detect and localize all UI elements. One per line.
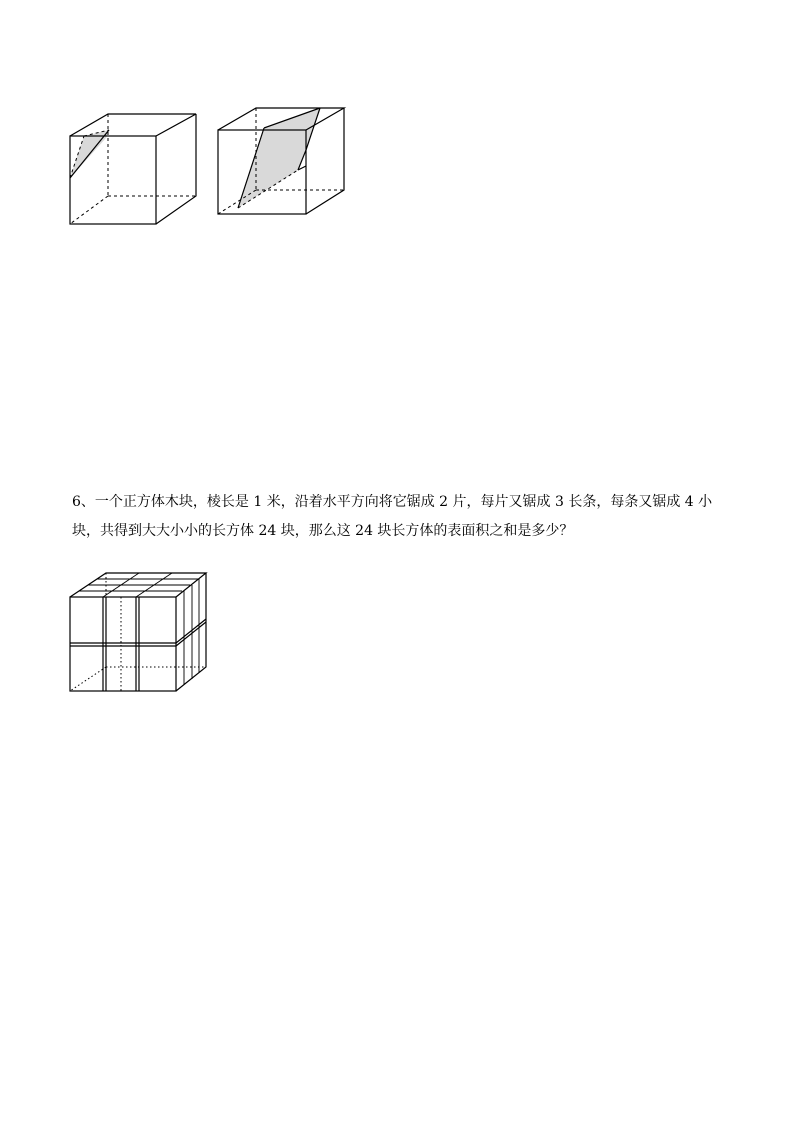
hidden-edge-diagonal [70, 196, 108, 224]
question-6-text: 6、一个正方体木块，棱长是 1 米，沿着水平方向将它锯成 2 片，每片又锯成 3 长条，每条又锯成 4 小块，共得到大大小小的长方体 24 块，那么这 24 块长方体的表面积之和是多少？ [72, 494, 713, 539]
cube-diagonal-section-figure [216, 106, 348, 218]
front-face [70, 597, 176, 691]
cut-cube-figure [66, 569, 210, 695]
right-face [156, 114, 196, 224]
right-horizontal-cut-2 [176, 622, 206, 646]
hidden-edge-diagonal [70, 667, 106, 691]
cube-corner-section-figure [66, 112, 200, 228]
top-face [70, 114, 196, 136]
hidden-edge-diagonal [218, 190, 256, 214]
right-horizontal-cut [176, 619, 206, 643]
